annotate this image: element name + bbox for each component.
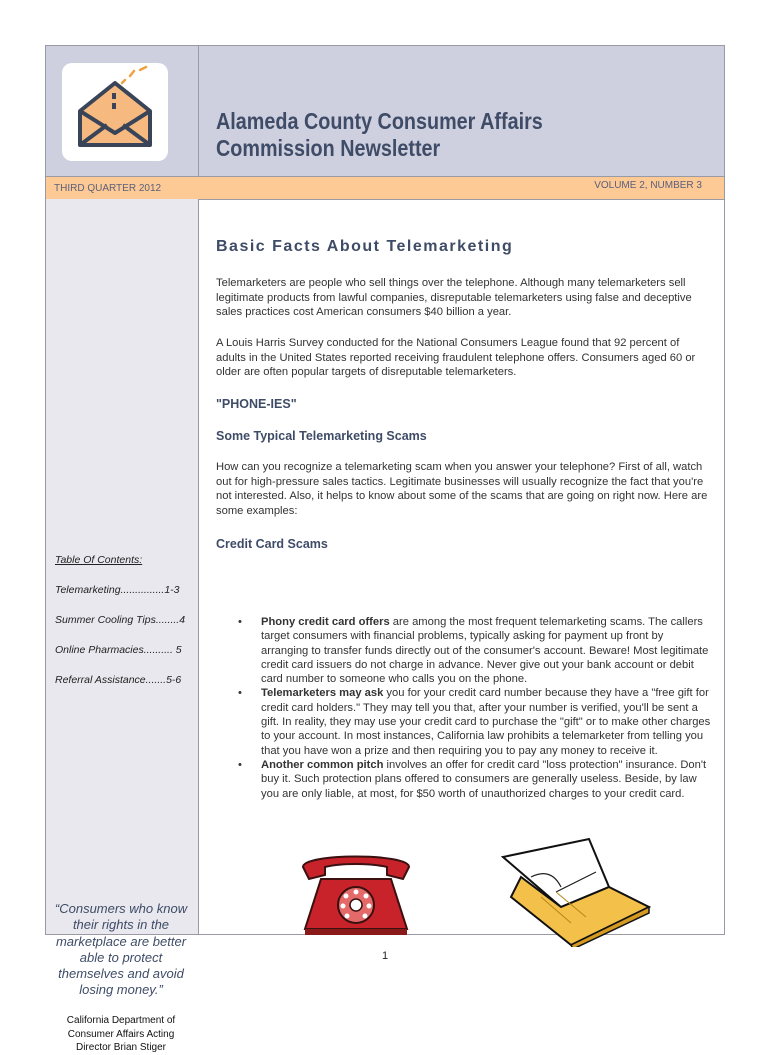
issue-date: THIRD QUARTER 2012 [54, 183, 162, 194]
bullet-text: you for your credit card number because they have a "free gift for credit card holders." They may tell you that, after your number is verified, you'll be sent a gift. In reality, they may use your credit card to purchase the "gift" or to make other charges to your account. In most instances, California law prohibits a telemarketer from telling you that you have won a prize and then requiring you to pay any money to receive it. [261, 687, 711, 757]
sidebar [46, 199, 199, 1053]
article-paragraph: How can you recognize a telemarketing scam when you answer your telephone? First of all, watch out for high-pressure sales tactics. Legitimate businesses will usually recognize the fact that you're not interested. Also, it helps to know about some of the scams that are going on right now. Here are some examples: [216, 461, 708, 517]
list-item: • Telemarketers may ask you for your credit card number because they have a "free gift for credit card holders." They may tell you that, after your number is verified, you'll be sent a gift. In reality, they may use your credit card to purchase the "gift" or to make other charges to your account. In most instances, California law prohibits a telemarketer from telling you that you have won a prize and then requiring you to pay any money to receive it. [238, 687, 711, 757]
bullet-text: are among the most frequent telemarketing scams. The callers target consumers with financial problems, typically asking for payment up front by arranging to transfer funds directly out of the consumer's account. Beware! Most legitimate credit card issuers do not charge in advance. Never give out your bank account or debit card number to someone who calls you on the phone. [261, 616, 709, 686]
toc-item: Referral Assistance.......5-6 [55, 674, 182, 686]
quote-attribution: California Department of Consumer Affairs Acting Director Brian Stiger [66, 1015, 176, 1053]
pull-quote: “Consumers who know their rights in the marketplace are better able to protect themselves and avoid losing money.” [54, 901, 188, 998]
subheading-scams: Some Typical Telemarketing Scams [216, 429, 427, 443]
table-of-contents [55, 554, 195, 704]
envelope-icon [62, 63, 168, 161]
bullet-lead: Telemarketers may ask [261, 687, 384, 700]
bullet-lead: Phony credit card offers [261, 616, 390, 628]
issue-volume: VOLUME 2, NUMBER 3 [594, 180, 702, 191]
toc-item: Summer Cooling Tips........4 [55, 614, 186, 626]
list-item: • Another common pitch involves an offer for credit card "loss protection" insurance. Don't buy it. Such protection plans offered to consumers are generally useless. Beside, by law you are only liable, at most, for $50 worth of unauthorized charges to your credit card. [238, 758, 707, 800]
bullet-text: involves an offer for credit card "loss protection" insurance. Don't buy it. Such protection plans offered to consumers are generally useless. Beside, by law you are only liable, at most, for $50 worth of unauthorized charges to your credit card. [261, 758, 707, 800]
toc-item: Online Pharmacies.......... 5 [55, 644, 182, 656]
article-paragraph: Telemarketers are people who sell things over the telephone. Although many telemarketers sell legitimate products from lawful companies, disreputable telemarketers using false and deceptive sales practices cost American consumers $40 billion a year. [216, 277, 692, 318]
checkbook-illustration [501, 837, 651, 947]
toc-item: Telemarketing...............1-3 [55, 584, 180, 596]
newsletter-frame [45, 45, 725, 1053]
article-paragraph: A Louis Harris Survey conducted for the National Consumers League found that 92 percent of adults in the United States reported receiving fraudulent telephone offers. Consumers aged 60 or older are often popular targets of disreputable telemarketers. [216, 337, 696, 378]
list-item: • Phony credit card offers are among the most frequent telemarketing scams. The callers target consumers with financial problems, typically asking for payment up front by arranging to transfer funds directly out of the consumer's account. Beware! Most legitimate credit card issuers do not charge in advance. Never give out your bank account or debit card number to someone who calls you on the phone. [238, 616, 709, 686]
header-logo-panel [46, 46, 199, 176]
subheading-credit-card: Credit Card Scams [216, 537, 328, 551]
telephone-illustration [291, 849, 421, 939]
logo-box [62, 63, 168, 161]
issue-band [46, 176, 724, 200]
scam-list [216, 615, 711, 801]
newsletter-title: Alameda County Consumer Affairs Commission Newsletter [216, 108, 543, 161]
bullet-lead: Another common pitch [261, 758, 384, 771]
subheading-phone-ies: "PHONE-IES" [216, 397, 297, 411]
page-number: 1 [381, 950, 389, 962]
toc-heading: Table Of Contents: [55, 554, 143, 566]
article-heading: Basic Facts About Telemarketing [216, 238, 514, 255]
